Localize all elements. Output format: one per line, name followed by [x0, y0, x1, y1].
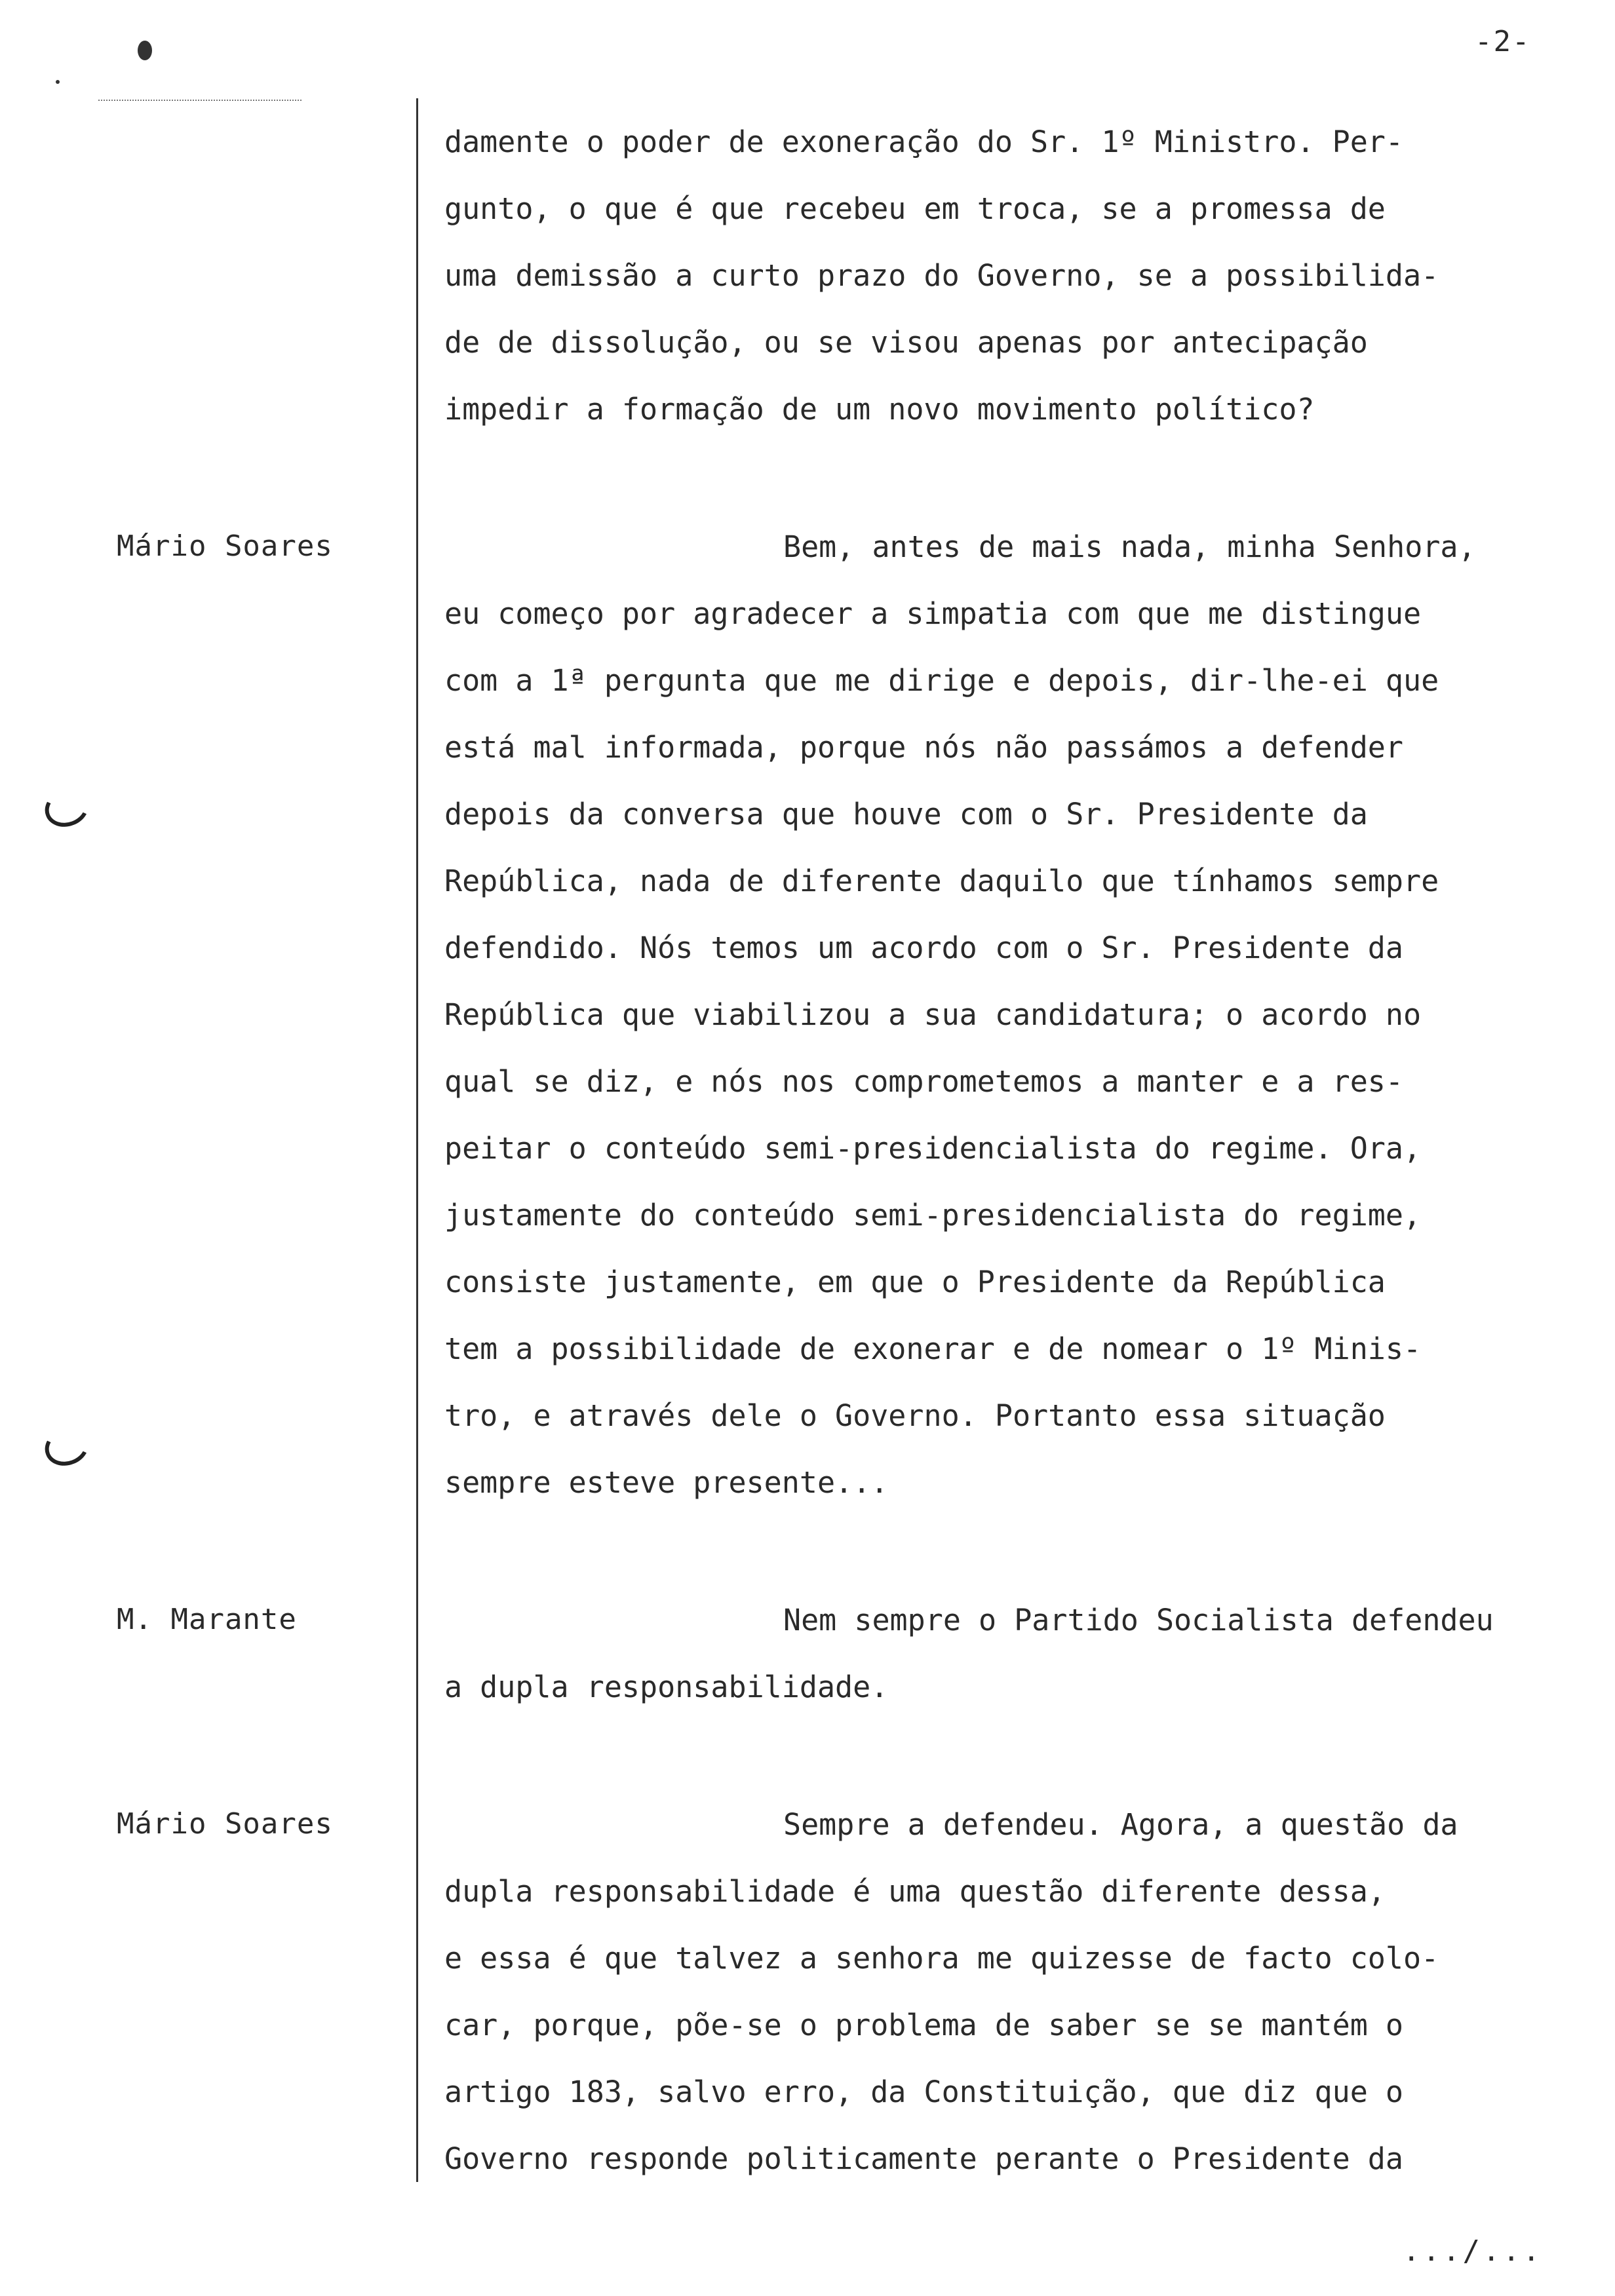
text-line: e essa é que talvez a senhora me quizesse de facto colo-: [444, 1941, 1439, 1976]
text-line: Bem, antes de mais nada, minha Senhora,: [783, 529, 1476, 564]
text-line: República que viabilizou a sua candidatura; o acordo no: [444, 997, 1422, 1032]
text-line: eu começo por agradecer a simpatia com que me distingue: [444, 596, 1422, 631]
text-line: peitar o conteúdo semi-presidencialista do regime. Ora,: [444, 1131, 1422, 1166]
punch-hole-mark: [39, 783, 94, 833]
text-line: car, porque, põe-se o problema de saber se se mantém o: [444, 2008, 1403, 2042]
speaker-name: M. Marante: [117, 1603, 297, 1636]
punch-hole-mark: [39, 1422, 94, 1472]
text-line: Governo responde politicamente perante o Presidente da: [444, 2141, 1403, 2176]
margin-rule: [416, 98, 418, 2182]
text-line: defendido. Nós temos um acordo com o Sr. Presidente da: [444, 930, 1403, 965]
speaker-name: Mário Soares: [117, 529, 333, 563]
text-line: consiste justamente, em que o Presidente da República: [444, 1265, 1386, 1299]
text-line: dupla responsabilidade é uma questão diferente dessa,: [444, 1874, 1386, 1909]
text-line: qual se diz, e nós nos comprometemos a manter e a res-: [444, 1064, 1403, 1099]
text-line: República, nada de diferente daquilo que tínhamos sempre: [444, 864, 1439, 898]
text-line: a dupla responsabilidade.: [444, 1670, 889, 1704]
text-line: justamente do conteúdo semi-presidencialista do regime,: [444, 1198, 1422, 1233]
text-line: de de dissolução, ou se visou apenas por antecipação: [444, 325, 1368, 360]
margin-stamp-line: [98, 100, 302, 101]
text-line: tem a possibilidade de exonerar e de nomear o 1º Minis-: [444, 1331, 1422, 1366]
text-line: artigo 183, salvo erro, da Constituição, que diz que o: [444, 2075, 1403, 2109]
text-line: com a 1ª pergunta que me dirige e depois, dir-lhe-ei que: [444, 663, 1439, 698]
text-line: impedir a formação de um novo movimento político?: [444, 392, 1315, 427]
text-line: Sempre a defendeu. Agora, a questão da: [783, 1807, 1458, 1842]
page-number: -2-: [1475, 25, 1531, 58]
text-line: depois da conversa que houve com o Sr. Presidente da: [444, 797, 1368, 832]
text-line: sempre esteve presente...: [444, 1465, 889, 1500]
ink-blot: [138, 41, 152, 60]
continuation-marker: .../...: [1403, 2234, 1543, 2268]
text-line: uma demissão a curto prazo do Governo, se a possibilida-: [444, 258, 1439, 293]
speaker-name: Mário Soares: [117, 1807, 333, 1841]
text-line: gunto, o que é que recebeu em troca, se a promessa de: [444, 191, 1386, 226]
text-line: damente o poder de exoneração do Sr. 1º Ministro. Per-: [444, 124, 1403, 159]
text-line: está mal informada, porque nós não passámos a defender: [444, 730, 1403, 765]
text-line: tro, e através dele o Governo. Portanto essa situação: [444, 1398, 1386, 1433]
text-line: Nem sempre o Partido Socialista defendeu: [783, 1603, 1494, 1637]
ink-dot: [56, 80, 60, 84]
